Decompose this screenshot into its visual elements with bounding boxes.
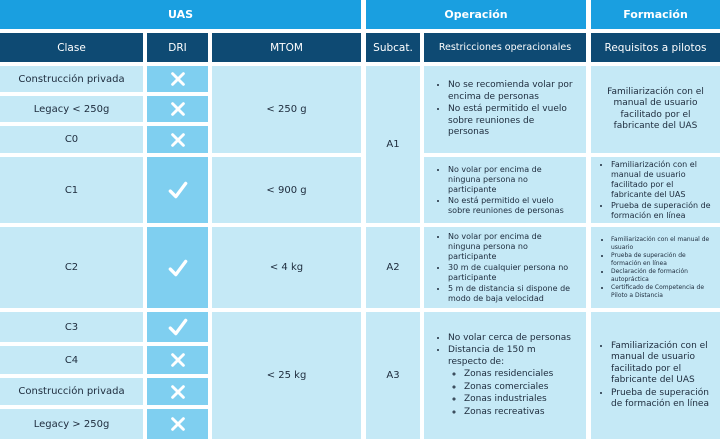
list-item: • Certificado de Competencia de Piloto a Distancia [611, 284, 714, 299]
check-icon [167, 179, 189, 201]
clase-cell: Legacy > 250g [0, 409, 143, 439]
requisitos-cell [591, 312, 720, 439]
mtom-cell: < 250 g [212, 66, 361, 153]
restricciones-cell [424, 312, 586, 439]
restricciones-list [434, 332, 576, 420]
requisitos-cell: Familiarización con el manual de usuario facilitado por el fabricante del UAS [591, 66, 720, 153]
list-item: • Familiarización con el manual de usuario facilitado por el fabricante del UAS [611, 341, 714, 387]
list-item: • No volar cerca de personas [448, 333, 576, 345]
column-restricciones: Restricciones operacionales [424, 33, 586, 62]
list-item: • Prueba de superación de formación en línea [611, 201, 714, 221]
clase-cell: C4 [0, 346, 143, 374]
list-item: • Prueba de superación de formación en línea [611, 252, 714, 267]
list-item: • Declaración de formación autopráctica [611, 268, 714, 283]
clase-cell: C1 [0, 157, 143, 223]
mtom-cell: < 4 kg [212, 227, 361, 308]
requisitos-list [597, 159, 714, 222]
list-item-label: Distancia de 150 m respecto de: [448, 345, 536, 367]
header-operacion: Operación [366, 0, 586, 29]
clase-cell: C2 [0, 227, 143, 308]
dri-cell [147, 378, 208, 405]
clase-cell: C3 [0, 312, 143, 342]
column-mtom: MTOM [212, 33, 361, 62]
restricciones-list [434, 231, 576, 305]
column-requisitos: Requisitos a pilotos [591, 33, 720, 62]
list-item: • Familiarización con el manual de usuario [611, 236, 714, 251]
column-subcat: Subcat. [366, 33, 420, 62]
header-uas: UAS [0, 0, 361, 29]
cross-icon [169, 415, 187, 433]
mtom-cell: < 900 g [212, 157, 361, 223]
dri-cell [147, 409, 208, 439]
zona-item: ◦ Zonas residenciales [464, 369, 576, 381]
clase-cell: Construcción privada [0, 66, 143, 92]
zona-item: ◦ Zonas recreativas [464, 407, 576, 419]
list-item: • 30 m de cualquier persona no participante [448, 263, 576, 283]
dri-cell [147, 96, 208, 122]
subcat-cell: A3 [366, 312, 420, 439]
dri-cell [147, 346, 208, 374]
cross-icon [169, 131, 187, 149]
column-clase: Clase [0, 33, 143, 62]
list-item: • No volar por encima de ninguna persona no participante [448, 165, 576, 195]
restricciones-list [434, 164, 576, 217]
list-item: • No se recomienda volar por encima de personas [448, 80, 576, 103]
zonas-list [448, 369, 576, 418]
cross-icon [169, 70, 187, 88]
list-item: • Prueba de superación de formación en línea [611, 388, 714, 411]
zona-item: ◦ Zonas comerciales [464, 382, 576, 394]
dri-cell [147, 66, 208, 92]
requisitos-list [597, 235, 714, 300]
clase-cell: Legacy < 250g [0, 96, 143, 122]
list-item [448, 345, 576, 418]
restricciones-cell [424, 227, 586, 308]
dri-cell [147, 227, 208, 308]
dri-cell [147, 126, 208, 153]
list-item: • 5 m de distancia si dispone de modo de baja velocidad [448, 284, 576, 304]
header-formacion: Formación [591, 0, 720, 29]
check-icon [167, 316, 189, 338]
cross-icon [169, 100, 187, 118]
cross-icon [169, 351, 187, 369]
restricciones-list [434, 79, 576, 140]
dri-cell [147, 157, 208, 223]
clase-cell: C0 [0, 126, 143, 153]
mtom-cell: < 25 kg [212, 312, 361, 439]
zona-item: ◦ Zonas industriales [464, 394, 576, 406]
dri-cell [147, 312, 208, 342]
clase-cell: Construcción privada [0, 378, 143, 405]
requisitos-cell [591, 227, 720, 308]
restricciones-cell [424, 66, 586, 153]
list-item: • No está permitido el vuelo sobre reuniones de personas [448, 104, 576, 139]
list-item: • No está permitido el vuelo sobre reuniones de personas [448, 196, 576, 216]
check-icon [167, 257, 189, 279]
subcat-cell: A2 [366, 227, 420, 308]
subcat-cell: A1 [366, 66, 420, 223]
list-item: • No volar por encima de ninguna persona no participante [448, 232, 576, 262]
column-dri: DRI [147, 33, 208, 62]
requisitos-list [597, 340, 714, 412]
requisitos-cell [591, 157, 720, 223]
cross-icon [169, 383, 187, 401]
restricciones-cell [424, 157, 586, 223]
list-item: • Familiarización con el manual de usuario facilitado por el fabricante del UAS [611, 160, 714, 200]
